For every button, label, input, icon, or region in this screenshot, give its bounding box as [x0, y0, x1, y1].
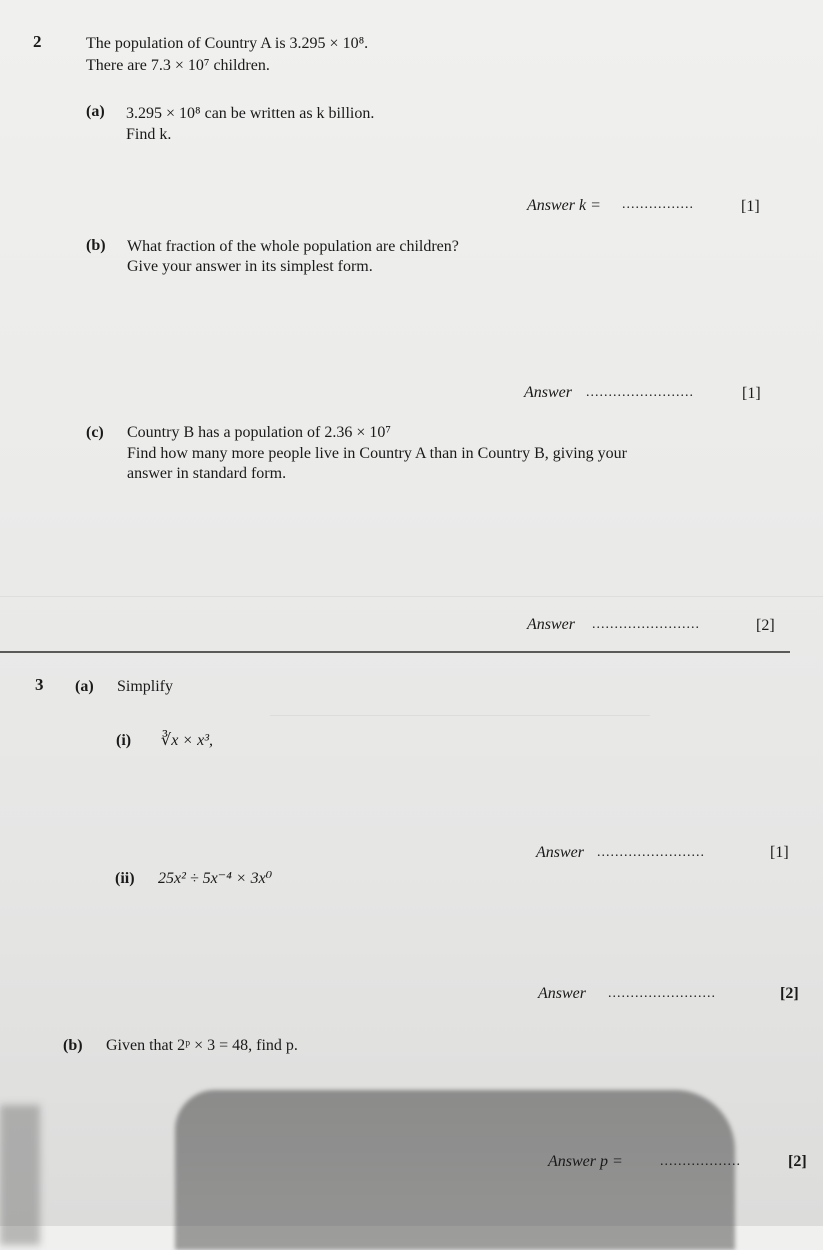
part-text: Given that 2ᵖ × 3 = 48, find p.	[106, 1037, 298, 1054]
part-text: answer in standard form.	[127, 465, 287, 482]
part-text: What fraction of the whole population are children?	[127, 238, 459, 255]
answer-line[interactable]: ........................	[597, 845, 705, 860]
marks-badge: [2]	[780, 985, 799, 1002]
question-number: 3	[35, 675, 44, 694]
answer-label: Answer	[538, 985, 586, 1002]
question-intro-line: The population of Country A is 3.295 × 10⁸.	[86, 35, 369, 52]
answer-line[interactable]: ........................	[592, 617, 700, 632]
show-through-line	[270, 715, 650, 716]
answer-label: Answer	[524, 384, 572, 401]
answer-label: Answer p =	[548, 1153, 623, 1170]
part-text: Give your answer in its simplest form.	[127, 258, 373, 275]
part-label: (b)	[86, 237, 106, 254]
shadow	[175, 1090, 735, 1250]
part-text: Simplify	[117, 678, 174, 695]
part-text: Find k.	[126, 126, 172, 143]
marks-badge: [2]	[788, 1153, 807, 1170]
answer-label: Answer	[536, 844, 584, 861]
marks-badge: [1]	[770, 844, 789, 861]
part-label: (a)	[86, 103, 105, 120]
answer-line[interactable]: ................	[622, 197, 694, 212]
question-divider	[0, 651, 790, 653]
marks-badge: [2]	[756, 617, 775, 634]
part-text: 3.295 × 10⁸ can be written as k billion.	[126, 105, 375, 122]
part-text: Country B has a population of 2.36 × 10⁷	[127, 424, 391, 441]
marks-badge: [1]	[742, 385, 761, 402]
answer-label: Answer	[527, 616, 575, 633]
part-text: Find how many more people live in Country A than in Country B, giving your	[127, 445, 627, 462]
part-label: (a)	[75, 678, 94, 695]
part-label: (b)	[63, 1037, 83, 1054]
marks-badge: [1]	[741, 198, 760, 215]
answer-line[interactable]: ..................	[660, 1154, 741, 1169]
question-number: 2	[33, 32, 42, 51]
subpart-label: (i)	[116, 732, 132, 749]
math-expression: 25x² ÷ 5x⁻⁴ × 3x⁰	[158, 870, 273, 887]
part-label: (c)	[86, 424, 104, 441]
math-expression: ∛x × x³,	[161, 732, 213, 749]
answer-label: Answer k =	[527, 197, 601, 214]
answer-line[interactable]: ........................	[586, 385, 694, 400]
shadow	[0, 1105, 40, 1245]
subpart-label: (ii)	[115, 870, 135, 887]
show-through-line	[0, 596, 823, 597]
question-intro-line: There are 7.3 × 10⁷ children.	[86, 57, 270, 74]
answer-line[interactable]: ........................	[608, 986, 716, 1001]
